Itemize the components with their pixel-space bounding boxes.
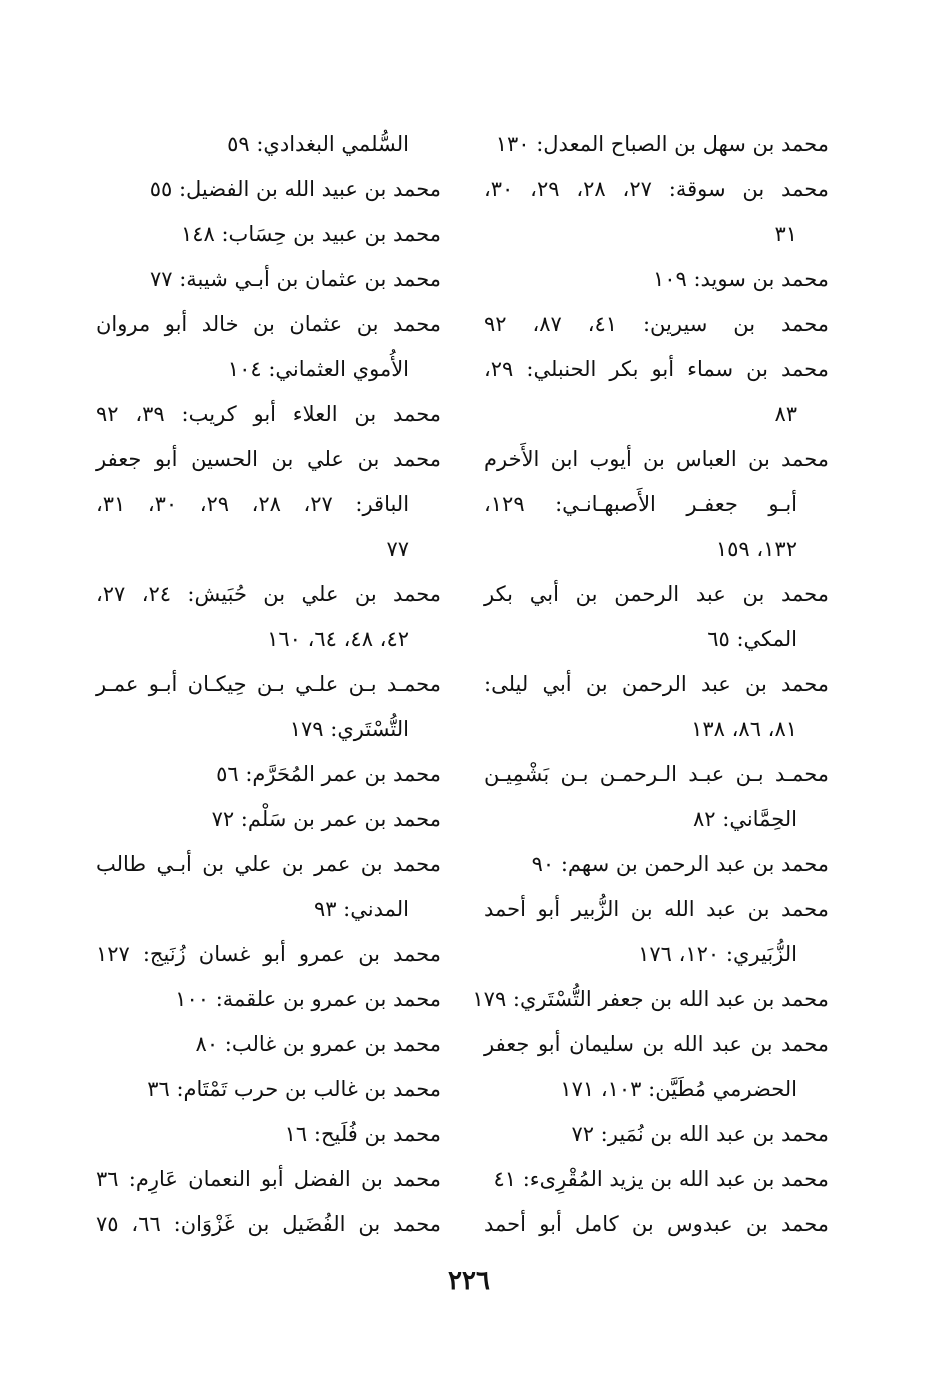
index-entry: محمد بن عبد الله بن نُمَير: ٧٢ xyxy=(571,1122,829,1146)
index-entry: محمد بن سماء أبو بكر الحنبلي: ٢٩، xyxy=(484,357,829,381)
index-entry: محمـد بـن عبـد الـرحمـن بـن بَشْمِيـن xyxy=(484,762,829,786)
index-entry: محمد بن العباس بن أيوب ابن الأَخرم xyxy=(484,447,829,471)
index-entry-continuation: التُّسْتَري: ١٧٩ xyxy=(289,717,409,741)
index-entry: محمد بن عبد الرحمن بن أبي بكر xyxy=(484,582,829,606)
index-entry-continuation: الأُموي العثماني: ١٠٤ xyxy=(227,357,409,381)
index-entry: محمد بن عبد الله بن جعفر التُّسْتَري: ١٧٩ xyxy=(472,987,829,1011)
index-entry-continuation: الزُّبَيري: ١٢٠، ١٧٦ xyxy=(638,942,797,966)
index-entry-continuation: أبـو جعفـر الأَصبهـانـي: ١٢٩، xyxy=(484,492,797,516)
index-entry: محمد بن عبدوس بن كامل أبو أحمد xyxy=(484,1212,829,1236)
index-entry: محمد بن عبد الرحمن بن أبي ليلى: xyxy=(484,672,829,696)
index-entry: محمد بن عبيد الله بن الفضيل: ٥٥ xyxy=(149,177,441,201)
index-entry-continuation: ٨٣ xyxy=(774,402,797,426)
index-entry-continuation: المكي: ٦٥ xyxy=(707,627,797,651)
index-entry: محمد بن غالب بن حرب تَمْتَام: ٣٦ xyxy=(147,1077,441,1101)
index-entry: محمـد بـن علـي بـن حِيكـان أبـو عمـر xyxy=(96,672,441,696)
index-entry: محمد بن عثمان بن أبـي شيبة: ٧٧ xyxy=(149,267,441,291)
index-entry: محمد بن عبد الرحمن بن سهم: ٩٠ xyxy=(531,852,829,876)
index-entry: محمد بن سيرين: ٤١، ٨٧، ٩٢ xyxy=(484,312,830,336)
index-entry: محمد بن فُلَيح: ١٦ xyxy=(284,1122,441,1146)
index-entry-continuation: ٨١، ٨٦، ١٣٨ xyxy=(691,717,797,741)
index-entry: محمد بن عمر المُحَرَّم: ٥٦ xyxy=(216,762,441,786)
index-entry: محمد بن عبد الله بن الزُّبير أبو أحمد xyxy=(484,897,829,921)
index-entry: محمد بن علي بن الحسين أبو جعفر xyxy=(96,447,441,471)
left-column xyxy=(96,122,441,1247)
index-entry: محمد بن عمر بن علي بن أبـي طالب xyxy=(96,852,441,876)
right-column xyxy=(472,122,830,1247)
index-entry: محمد بن عبد الله بن يزيد المُقْرِىء: ٤١ xyxy=(493,1167,829,1191)
index-entry: محمد بن عمرو بن غالب: ٨٠ xyxy=(195,1032,441,1056)
index-entry-continuation: الباقر: ٢٧، ٢٨، ٢٩، ٣٠، ٣١، xyxy=(96,492,410,516)
index-entry: محمد بن عبيد بن حِسَاب: ١٤٨ xyxy=(180,222,441,246)
index-entry: محمد بن سهل بن الصباح المعدل: ١٣٠ xyxy=(495,132,829,156)
index-entry: محمد بن عمر بن سَلْم: ٧٢ xyxy=(211,807,441,831)
index-entry-continuation: الحضرمي مُطَيَّن: ١٠٣، ١٧١ xyxy=(560,1077,797,1101)
index-entry-continuation: ٤٢، ٤٨، ٦٤، ١٦٠ xyxy=(267,627,409,651)
index-entry-continuation: ١٣٢، ١٥٩ xyxy=(715,537,797,561)
index-entry: محمد بن عثمان بن خالد أبو مروان xyxy=(96,312,441,336)
index-entry: محمد بن العلاء أبو كريب: ٣٩، ٩٢ xyxy=(96,402,441,426)
index-entry: محمد بن عمرو أبو غسان زُنَيج: ١٢٧ xyxy=(96,942,441,966)
index-entry: محمد بن علي بن حُبَيش: ٢٤، ٢٧، xyxy=(96,582,442,606)
index-entry-continuation: المدني: ٩٣ xyxy=(313,897,409,921)
index-entry: محمد بن عمرو بن علقمة: ١٠٠ xyxy=(175,987,441,1011)
index-entry-continuation: ٧٧ xyxy=(386,537,409,561)
index-entry: محمد بن سويد: ١٠٩ xyxy=(652,267,829,291)
index-entry-continuation: ٣١ xyxy=(774,222,797,246)
index-entry-continuation: الحِمَّاني: ٨٢ xyxy=(693,807,797,831)
index-entry: محمد بن سوقة: ٢٧، ٢٨، ٢٩، ٣٠، xyxy=(484,177,830,201)
index-entry: محمد بن الفضل أبو النعمان عَارِم: ٣٦ xyxy=(96,1167,441,1191)
page-number: ٢٢٦ xyxy=(448,1266,490,1296)
index-entry: محمد بن الفُضَيل بن غَزْوَان: ٦٦، ٧٥ xyxy=(96,1212,442,1236)
index-entry: محمد بن عبد الله بن سليمان أبو جعفر xyxy=(484,1032,829,1056)
index-entry-continuation: السُّلمي البغدادي: ٥٩ xyxy=(227,132,409,156)
